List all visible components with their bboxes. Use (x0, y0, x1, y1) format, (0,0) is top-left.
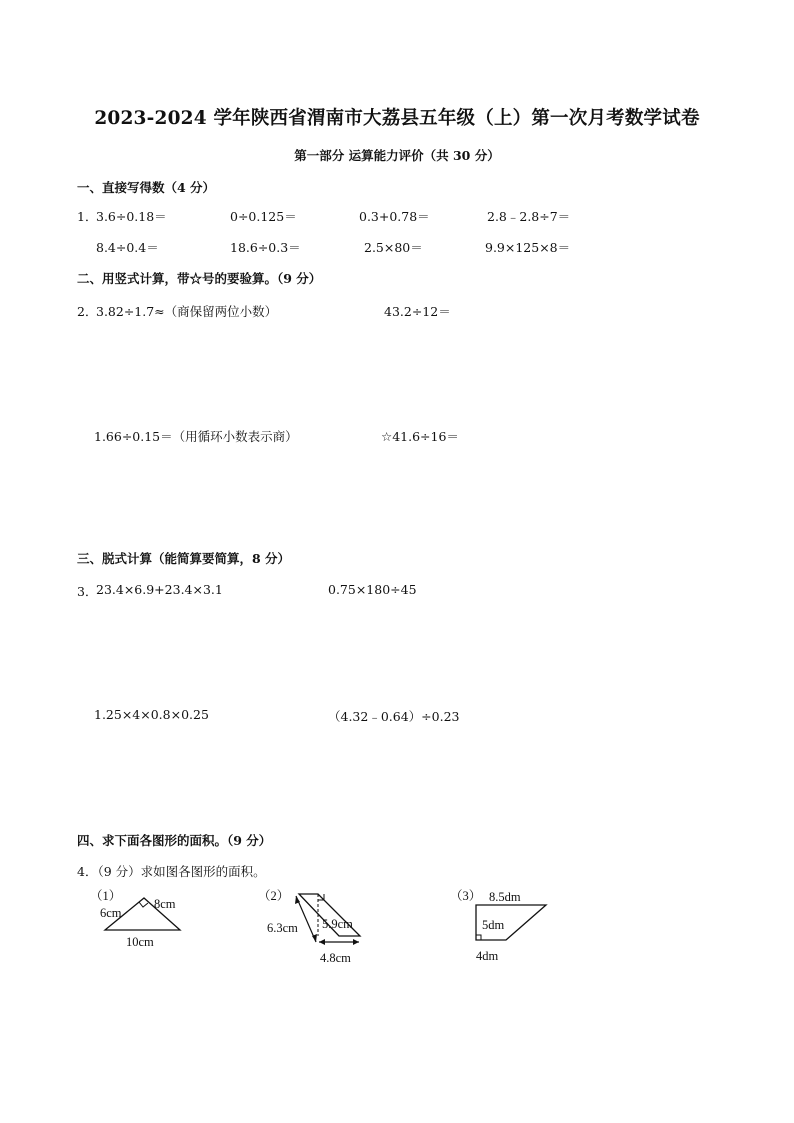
q1-item: 18.6÷0.3＝ (230, 240, 301, 255)
section4-heading: 四、求下面各图形的面积。（9 分） (77, 833, 272, 848)
q1-item: 0÷0.125＝ (230, 209, 297, 224)
section3-heading: 三、脱式计算（能简算要简算，8 分） (77, 551, 291, 566)
figure1-label: （1） (90, 889, 122, 903)
section2-heading: 二、用竖式计算，带☆号的要验算。（9 分） (77, 271, 322, 286)
figure-2-parallelogram (258, 884, 368, 966)
q3-item: （4.32﹣0.64）÷0.23 (328, 709, 460, 724)
figure3-label: （3） (450, 889, 482, 903)
figure3-top-length: 8.5dm (489, 890, 521, 904)
page-title: 2023-2024 学年陕西省渭南市大荔县五年级（上）第一次月考数学试卷 (94, 108, 700, 129)
figure2-base-length: 4.8cm (320, 951, 351, 965)
part-subtitle: 第一部分 运算能力评价（共 30 分） (294, 148, 500, 163)
q2-item: 43.2÷12＝ (384, 304, 451, 319)
q3-number: 3． (77, 584, 98, 599)
figure3-height-length: 5dm (482, 918, 505, 932)
q2-item: 1.66÷0.15＝（用循环小数表示商） (94, 429, 298, 444)
q1-item: 8.4÷0.4＝ (96, 240, 159, 255)
figure-3-trapezoid (450, 884, 560, 966)
section1-heading: 一、直接写得数（4 分） (77, 180, 216, 195)
q1-item: 2.5×80＝ (364, 240, 423, 255)
q2-item: ☆41.6÷16＝ (381, 429, 459, 444)
q1-item: 3.6÷0.18＝ (96, 209, 167, 224)
figure1-right-length: 8cm (154, 897, 176, 911)
figure1-left-length: 6cm (100, 906, 122, 920)
q2-item: 3.82÷1.7≈（商保留两位小数） (96, 304, 278, 319)
q3-item: 0.75×180÷45 (328, 582, 417, 597)
figure-1-triangle (90, 884, 190, 956)
q1-item: 0.3+0.78＝ (359, 209, 430, 224)
q2-number: 2． (77, 304, 98, 319)
figure2-side-length: 6.3cm (267, 921, 298, 935)
figure2-label: （2） (258, 889, 290, 903)
q1-item: 2.8﹣2.8÷7＝ (487, 209, 571, 224)
q3-item: 1.25×4×0.8×0.25 (94, 707, 209, 722)
q1-number: 1． (77, 209, 98, 224)
q1-item: 9.9×125×8＝ (485, 240, 571, 255)
figure1-base-length: 10cm (126, 935, 154, 949)
figure2-height-length: 5.9cm (322, 917, 353, 931)
figure3-bottom-length: 4dm (476, 949, 499, 963)
q3-item: 23.4×6.9+23.4×3.1 (96, 582, 223, 597)
q4-question: 4．（9 分）求如图各图形的面积。 (77, 864, 266, 879)
